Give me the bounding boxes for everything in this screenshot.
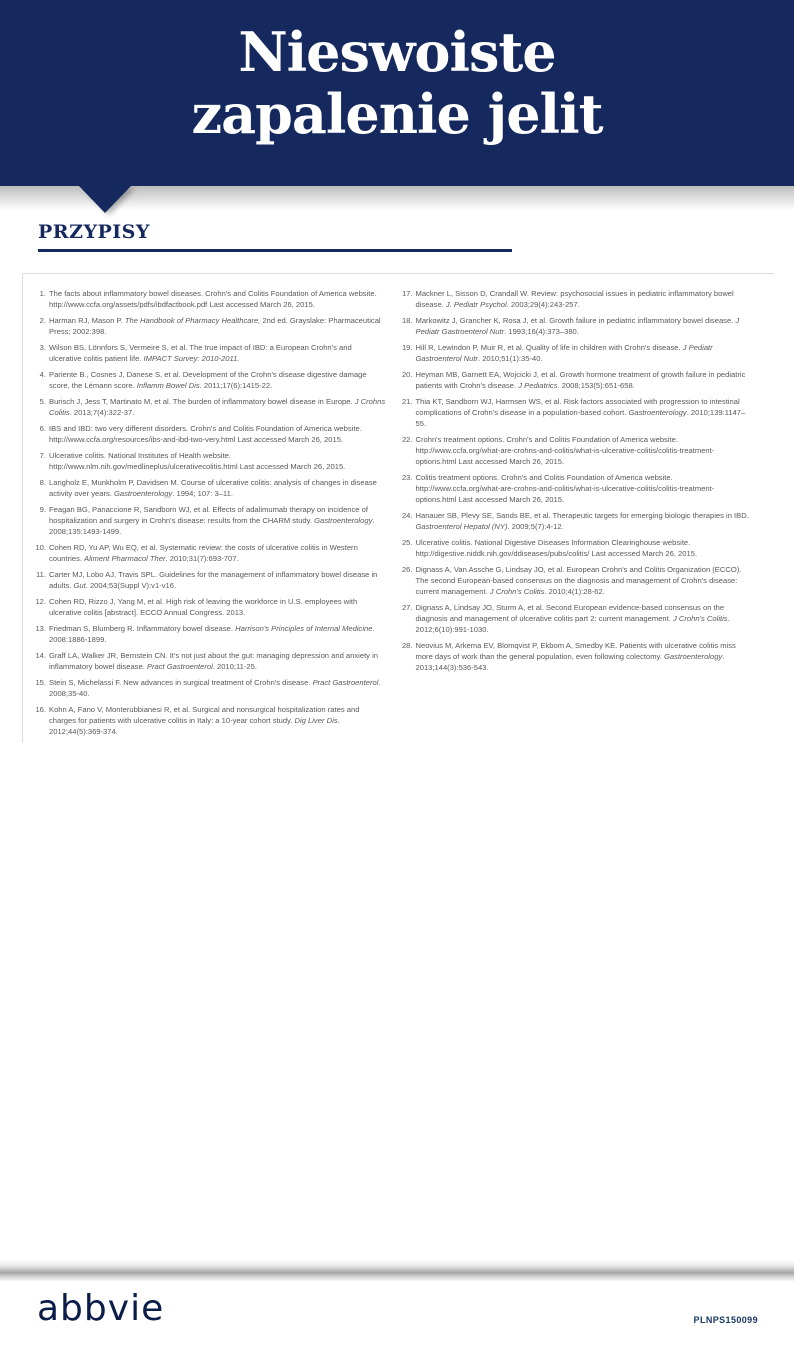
references-column-left bbox=[35, 288, 386, 742]
reference-journal: J Pediatr Gastroenterol Nutr bbox=[415, 343, 713, 363]
reference-number: 12. bbox=[35, 597, 46, 606]
reference-text: . 2009;5(7):4-12. bbox=[507, 522, 564, 531]
references-panel bbox=[22, 273, 774, 743]
reference-number: 5. bbox=[39, 397, 46, 406]
reference-item bbox=[402, 315, 753, 337]
reference-number: 15. bbox=[35, 678, 46, 687]
reference-item bbox=[402, 602, 753, 635]
reference-item bbox=[35, 596, 386, 618]
reference-text: Friedman S, Blumberg R. Inflammatory bowel disease. bbox=[49, 624, 236, 633]
reference-item bbox=[402, 564, 753, 597]
title-line-2: zapalenie jelit bbox=[191, 82, 603, 146]
reference-text: Ulcerative colitis. National Institutes of Health website. http://www.nlm.nih.gov/medlineplus/ulcerativecolitis.html Last accessed March 26, 2015. bbox=[49, 451, 346, 471]
reference-item bbox=[402, 640, 753, 673]
reference-item bbox=[35, 650, 386, 672]
reference-text: . 2013;144(3):536-543. bbox=[415, 652, 725, 672]
reference-number: 18. bbox=[401, 316, 413, 325]
reference-number: 8. bbox=[39, 478, 46, 487]
reference-number: 27. bbox=[401, 603, 413, 612]
reference-number: 22. bbox=[401, 435, 413, 444]
reference-item bbox=[402, 472, 753, 505]
reference-journal: J Pediatrics bbox=[518, 381, 558, 390]
reference-item bbox=[402, 434, 753, 467]
reference-text: . 2010;4(1):28-62. bbox=[544, 587, 605, 596]
reference-text: Markowitz J, Grancher K, Rosa J, et al. Growth failure in pediatric inflammatory bowel disease. bbox=[415, 316, 736, 325]
reference-text: . 2011;17(6):1415-22. bbox=[199, 381, 273, 390]
section-heading: PRZYPISY bbox=[38, 221, 150, 243]
header-banner bbox=[0, 0, 794, 186]
reference-item bbox=[35, 623, 386, 645]
reference-text: Ulcerative colitis. National Digestive Diseases Information Clearinghouse website. http://digestive.niddk.nih.gov/ddiseases/pubs/colitis/ Last accessed March 26, 2015. bbox=[415, 538, 698, 558]
reference-number: 2. bbox=[39, 316, 46, 325]
reference-text: . 2010;139:1147–55. bbox=[415, 408, 746, 428]
reference-text: . 2012;6(10):991-1030. bbox=[415, 614, 730, 634]
reference-item bbox=[35, 569, 386, 591]
reference-item bbox=[402, 396, 753, 429]
reference-number: 4. bbox=[39, 370, 46, 379]
reference-number: 7. bbox=[39, 451, 46, 460]
reference-text: Thia KT, Sandborn WJ, Harmsen WS, et al. Risk factors associated with progression to intestinal complications of Crohn's disease in a population-based cohort. bbox=[415, 397, 740, 417]
reference-item bbox=[35, 677, 386, 699]
reference-item bbox=[35, 704, 386, 737]
reference-number: 20. bbox=[401, 370, 413, 379]
reference-item bbox=[35, 477, 386, 499]
reference-text: Hill R, Lewindon P, Muir R, et al. Quality of life in children with Crohn's disease. bbox=[415, 343, 683, 352]
banner-pointer-shape bbox=[79, 186, 131, 213]
document-code: PLNPS150099 bbox=[693, 1315, 758, 1325]
reference-text: Cohen RD, Rizzo J, Yang M, et al. High risk of leaving the workforce in U.S. employees with ulcerative colitis [abstract]. ECCO Annual Congress. 2013. bbox=[49, 597, 358, 617]
reference-item bbox=[35, 396, 386, 418]
reference-text: Kohn A, Fano V, Monterubbianesi R, et al. Surgical and nonsurgical hospitalization rates and charges for patients with ulcerative colitis in Italy: a 10-year cohort study. bbox=[49, 705, 360, 725]
reference-number: 9. bbox=[39, 505, 46, 514]
reference-text: . 2010;11-25. bbox=[212, 662, 257, 671]
reference-journal: J Crohns Colitis bbox=[49, 397, 386, 417]
reference-number: 17. bbox=[401, 289, 413, 298]
reference-text: Mackner L, Sisson D, Crandall W. Review: psychosocial issues in pediatric inflammatory bowel disease. bbox=[415, 289, 734, 309]
reference-text: Feagan BG, Panaccione R, Sandborn WJ, et al. Effects of adalimumab therapy on incidence of hospitalization and surgery in Crohn's disease: results from the CHARM study. bbox=[49, 505, 368, 525]
references-column-right bbox=[402, 288, 753, 742]
reference-text: Stein S, Michelassi F. New advances in surgical treatment of Crohn's disease. bbox=[49, 678, 313, 687]
reference-text: Langholz E, Munkholm P, Davidsen M. Course of ulcerative colitis: analysis of changes in disease activity over years. bbox=[49, 478, 377, 498]
reference-item bbox=[402, 342, 753, 364]
reference-text: Neovius M, Arkema EV, Blomqvist P, Ekbom A, Smedby KE. Patients with ulcerative colitis miss more days of work than the general population, even following colectomy. bbox=[415, 641, 736, 661]
reference-journal: Gastroenterology bbox=[314, 516, 373, 525]
reference-item bbox=[402, 510, 753, 532]
reference-text: . 1994; 107: 3–11. bbox=[172, 489, 233, 498]
reference-number: 3. bbox=[39, 343, 46, 352]
reference-number: 10. bbox=[35, 543, 46, 552]
reference-journal: Inflamm Bowel Dis bbox=[136, 381, 200, 390]
reference-journal: Gastroenterol Hepatol (NY) bbox=[415, 522, 508, 531]
reference-journal: Dig Liver Dis bbox=[294, 716, 338, 725]
reference-number: 19. bbox=[401, 343, 413, 352]
reference-text: . 2008:1886-1899. bbox=[49, 624, 375, 644]
title-line-1: Nieswoiste bbox=[238, 20, 556, 84]
reference-text: Pariente B., Cosnes J, Danese S, et al. Development of the Crohn's disease digestive damage score, the Lémann score. bbox=[49, 370, 367, 390]
reference-journal: Gastroenterology bbox=[663, 652, 723, 661]
reference-journal: J Crohn's Colitis bbox=[489, 587, 545, 596]
reference-number: 23. bbox=[401, 473, 413, 482]
reference-text: . 1993;16(4):373–380. bbox=[504, 327, 579, 336]
reference-item bbox=[35, 288, 386, 310]
reference-journal: Gastroenterology bbox=[628, 408, 687, 417]
reference-text: . 2008;153(5):651-658. bbox=[557, 381, 635, 390]
footer-divider bbox=[0, 1260, 794, 1282]
reference-number: 6. bbox=[39, 424, 46, 433]
reference-number: 25. bbox=[401, 538, 413, 547]
heading-underline bbox=[38, 249, 512, 252]
reference-journal: The Handbook of Pharmacy Healthcare, bbox=[124, 316, 261, 325]
reference-text: . 2003;29(4):243-257. bbox=[506, 300, 580, 309]
reference-journal: Gastroenterology bbox=[114, 489, 173, 498]
reference-number: 24. bbox=[401, 511, 413, 520]
reference-number: 11. bbox=[36, 570, 46, 579]
reference-text: . 2013;7(4):322-37. bbox=[69, 408, 135, 417]
reference-text: Crohn's treatment options. Crohn's and Colitis Foundation of America website. http://www.ccfa.org/what-are-crohns-and-colitis/what-is-ulcerative-colitis/colitis-treatment-options.html Last accessed March 26, 2015. bbox=[415, 435, 715, 466]
reference-number: 21. bbox=[401, 397, 413, 406]
reference-text: Heyman MB, Garnett EA, Wojcicki J, et al. Growth hormone treatment of growth failure in pediatric patients with Crohn's disease. bbox=[415, 370, 746, 390]
abbvie-logo: abbvie bbox=[37, 1288, 165, 1329]
reference-journal: J. Pediatr Psychol bbox=[445, 300, 507, 309]
reference-number: 1. bbox=[39, 289, 46, 298]
reference-text: Carter MJ, Lobo AJ, Travis SPL. Guidelines for the management of inflammatory bowel disease in adults. bbox=[49, 570, 378, 590]
reference-text: Graff LA, Walker JR, Bernstein CN. It's not just about the gut: managing depression and anxiety in inflammatory bowel disease. bbox=[49, 651, 378, 671]
reference-item bbox=[402, 369, 753, 391]
reference-text: . 2008;135:1493-1499. bbox=[49, 516, 375, 536]
reference-item bbox=[35, 504, 386, 537]
reference-number: 14. bbox=[35, 651, 46, 660]
reference-text: Colitis treatment options. Crohn's and Colitis Foundation of America website. http://www.ccfa.org/what-are-crohns-and-colitis/what-is-ulcerative-colitis/colitis-treatment-options.html Last accessed March 26, 2015. bbox=[415, 473, 715, 504]
reference-text: Burisch J, Jess T, Martinato M, et al. The burden of inflammatory bowel disease in Europe. bbox=[49, 397, 355, 406]
reference-text: 2nd ed. Grayslake: Pharmaceutical Press; 2002:398. bbox=[49, 316, 381, 336]
reference-text: IBS and IBD: two very different disorders. Crohn's and Colitis Foundation of America website. http://www.ccfa.org/resources/ibs-and-ibd-two-very.html Last accessed March 26, 2015. bbox=[49, 424, 362, 444]
page-title bbox=[0, 0, 794, 145]
reference-item bbox=[35, 450, 386, 472]
reference-item bbox=[35, 315, 386, 337]
reference-number: 28. bbox=[401, 641, 413, 650]
reference-journal: Aliment Pharmacol Ther bbox=[84, 554, 166, 563]
reference-journal: Harrison's Principles of Internal Medicine bbox=[235, 624, 373, 633]
reference-text: . 2008;35-40. bbox=[49, 678, 381, 698]
reference-number: 13. bbox=[35, 624, 46, 633]
reference-item bbox=[35, 342, 386, 364]
reference-text: Hanauer SB, Plevy SE, Sands BE, et al. Therapeutic targets for emerging biologic therapies in IBD. bbox=[415, 511, 749, 520]
reference-text: . 2010;31(7):693-707. bbox=[165, 554, 239, 563]
reference-journal: IMPACT Survey: 2010-2011. bbox=[143, 354, 240, 363]
reference-item bbox=[35, 542, 386, 564]
reference-text: The facts about inflammatory bowel diseases. Crohn's and Colitis Foundation of America website. http://www.ccfa.org/assets/pdfs/ibdfactbook.pdf Last accessed March 26, 2015. bbox=[49, 289, 377, 309]
reference-text: . 2010;51(1):35-40. bbox=[477, 354, 543, 363]
references-columns bbox=[23, 274, 774, 742]
reference-journal: Pract Gastroenterol bbox=[312, 678, 379, 687]
reference-journal: J Crohn's Colitis bbox=[672, 614, 728, 623]
reference-text: Wilson BS, Lönnfors S, Vermeire S, et al. The true impact of IBD: a European Crohn's and ulcerative colitis patient life. bbox=[49, 343, 352, 363]
reference-item bbox=[402, 537, 753, 559]
reference-number: 16. bbox=[35, 705, 46, 714]
reference-journal: J Pediatr Gastroenterol Nutr bbox=[415, 316, 740, 336]
reference-item bbox=[35, 369, 386, 391]
reference-number: 26. bbox=[401, 565, 413, 574]
reference-journal: Pract Gastroenterol bbox=[146, 662, 213, 671]
reference-item bbox=[402, 288, 753, 310]
reference-item bbox=[35, 423, 386, 445]
reference-text: Cohen RD, Yu AP, Wu EQ, et al. Systematic review: the costs of ulcerative colitis in Western countries. bbox=[49, 543, 358, 563]
reference-text: . 2004;53(Suppl V):v1-v16. bbox=[85, 581, 177, 590]
reference-text: Dignass A, Lindsay JO, Sturm A, et al. Second European evidence-based consensus on the diagnosis and management of ulcerative colitis part 2: current management. bbox=[415, 603, 725, 623]
reference-text: Harman RJ, Mason P. bbox=[49, 316, 125, 325]
reference-text: Dignass A, Van Assche G, Lindsay JO, et al. European Crohn's and Colitis Organization (ECCO). The second European-based consensus on the diagnosis and management of Crohn's disease: current management. bbox=[415, 565, 742, 596]
reference-text: . 2012;44(5):369-374. bbox=[49, 716, 340, 736]
reference-journal: Gut bbox=[73, 581, 86, 590]
